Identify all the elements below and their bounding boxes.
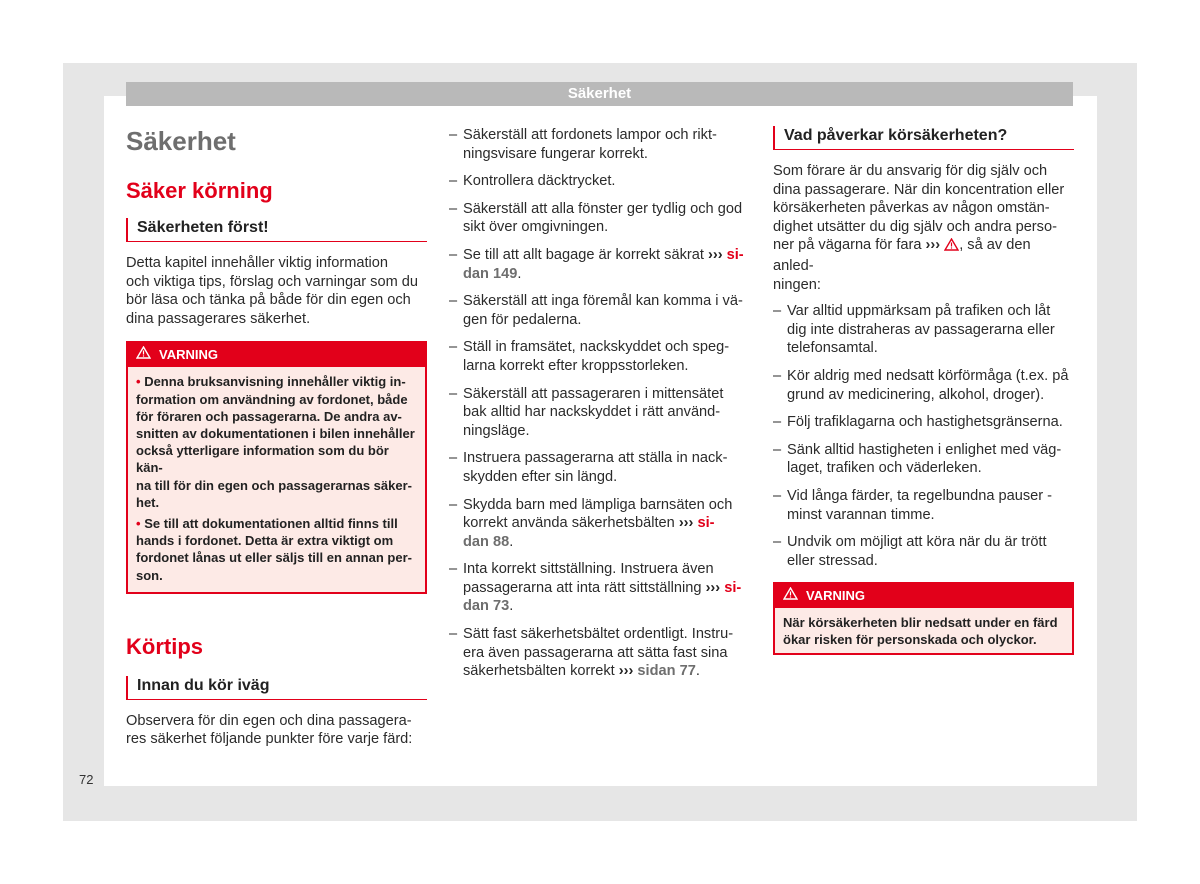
column-right xyxy=(773,126,1074,655)
section-title-kortips: Körtips xyxy=(126,633,203,659)
list-item: – Sätt fast säkerhetsbältet ordentligt. Instru- era även passagerarna att sätta fast sina säkerhetsbälten korrekt ››› sidan 77. xyxy=(449,625,749,681)
list-item: – Skydda barn med lämpliga barnsäten och korrekt använda säkerhetsbälten ››› si- dan 88. xyxy=(449,496,749,552)
list-item: – Var alltid uppmärksam på trafiken och låt dig inte distraheras av passagerarna eller telefonsamtal. xyxy=(773,302,1074,358)
warning-triangle-icon xyxy=(783,584,798,608)
list-item: – Sänk alltid hastigheten i enlighet med väg- laget, trafiken och väderleken. xyxy=(773,441,1074,478)
warning-triangle-icon[interactable] xyxy=(944,238,959,257)
outro-paragraph: Observera för din egen och dina passagera- res säkerhet följande punkter före varje färd: xyxy=(126,712,413,748)
intro-paragraph: Detta kapitel innehåller viktig information och viktiga tips, förslag och varningar som du bör läsa och tänka på både för din egen och dina passagerares säkerhet. xyxy=(126,255,419,327)
warning-body: När körsäkerheten blir nedsatt under en färd ökar risken för personskada och olyckor. xyxy=(783,615,1058,648)
list-item: – Ställ in framsätet, nackskyddet och speg- larna korrekt efter kroppsstorleken. xyxy=(449,338,749,375)
list-item: – Kör aldrig med nedsatt körförmåga (t.ex. på grund av medicinering, alkohol, droger). xyxy=(773,367,1074,404)
list-item: – Se till att allt bagage är korrekt säkrat ››› si- dan 149. xyxy=(449,246,749,283)
warning-header xyxy=(128,343,425,367)
warning-bullet: • Denna bruksanvisning innehåller viktig in- formation om användning av fordonet, både för föraren och passagerarna. De andra av- snitten av dokumentationen i bilen innehåller också ytterligare information som du bör kän- na till för din egen och passagerarnas säker- het. xyxy=(136,373,417,511)
list-item: – Säkerställ att passageraren i mittensätet bak alltid har nackskyddet i rätt använd- ningsläge. xyxy=(449,385,749,441)
list-item: – Säkerställ att alla fönster ger tydlig och god sikt över omgivningen. xyxy=(449,200,749,237)
running-header: Säkerhet xyxy=(126,82,1073,106)
page-reference-link[interactable]: ››› si- dan 88 xyxy=(463,515,715,550)
checklist xyxy=(449,126,749,681)
subsection-title-sakerheten-forst: Säkerheten först! xyxy=(126,218,427,242)
list-item: – Undvik om möjligt att köra när du är trött eller stressad. xyxy=(773,533,1074,570)
page-reference-link[interactable]: ››› si- dan 149 xyxy=(463,246,744,282)
warning-triangle-icon xyxy=(136,343,151,367)
list-item: – Följ trafiklagarna och hastighetsgränserna. xyxy=(773,413,1074,432)
page-reference-link[interactable]: ››› sidan 77 xyxy=(618,663,696,680)
subsection-title-vad-paverkar: Vad påverkar körsäkerheten? xyxy=(773,126,1074,150)
list-item: – Instruera passagerarna att ställa in nack- skydden efter sin längd. xyxy=(449,449,749,486)
warning-bullet: • Se till att dokumentationen alltid finns till hands i fordonet. Detta är extra viktigt om fordonet lånas ut eller säljs till en annan per- son. xyxy=(136,515,417,584)
warning-box xyxy=(126,341,427,593)
list-item: – Inta korrekt sittställning. Instruera även passagerarna att inta rätt sittställning ››› si- dan 73. xyxy=(449,560,749,616)
warning-box xyxy=(773,582,1074,654)
list-item: – Kontrollera däcktrycket. xyxy=(449,172,749,191)
subsection-title-innan-du-kor: Innan du kör iväg xyxy=(126,676,427,700)
list-item: – Säkerställ att fordonets lampor och rikt- ningsvisare fungerar korrekt. xyxy=(449,126,749,163)
page-reference-link[interactable]: ››› si- dan 73 xyxy=(463,579,742,615)
reference-arrows[interactable]: ››› xyxy=(925,237,941,254)
warning-label: VARNING xyxy=(159,347,218,363)
list-item: – Vid långa färder, ta regelbundna pauser - minst varannan timme. xyxy=(773,487,1074,524)
warning-header xyxy=(775,584,1072,608)
list-item: – Säkerställ att inga föremål kan komma i vä- gen för pedalerna. xyxy=(449,292,749,329)
column-middle xyxy=(449,126,749,681)
checklist xyxy=(773,302,1074,570)
warning-label: VARNING xyxy=(806,588,865,604)
intro-paragraph: Som förare är du ansvarig för dig själv och dina passagerare. När din koncentration eller körsäkerheten påverkas av någon omstän- dighet utsätter du dig själv och andra perso- ner på vägarna för fara ››› , så av den anled- ningen: xyxy=(773,163,1065,293)
section-title-saker-korning: Säker körning xyxy=(126,178,273,203)
page-number: 72 xyxy=(79,772,94,787)
chapter-title: Säkerhet xyxy=(126,126,236,156)
column-left xyxy=(126,120,427,749)
warning-body xyxy=(128,367,425,591)
